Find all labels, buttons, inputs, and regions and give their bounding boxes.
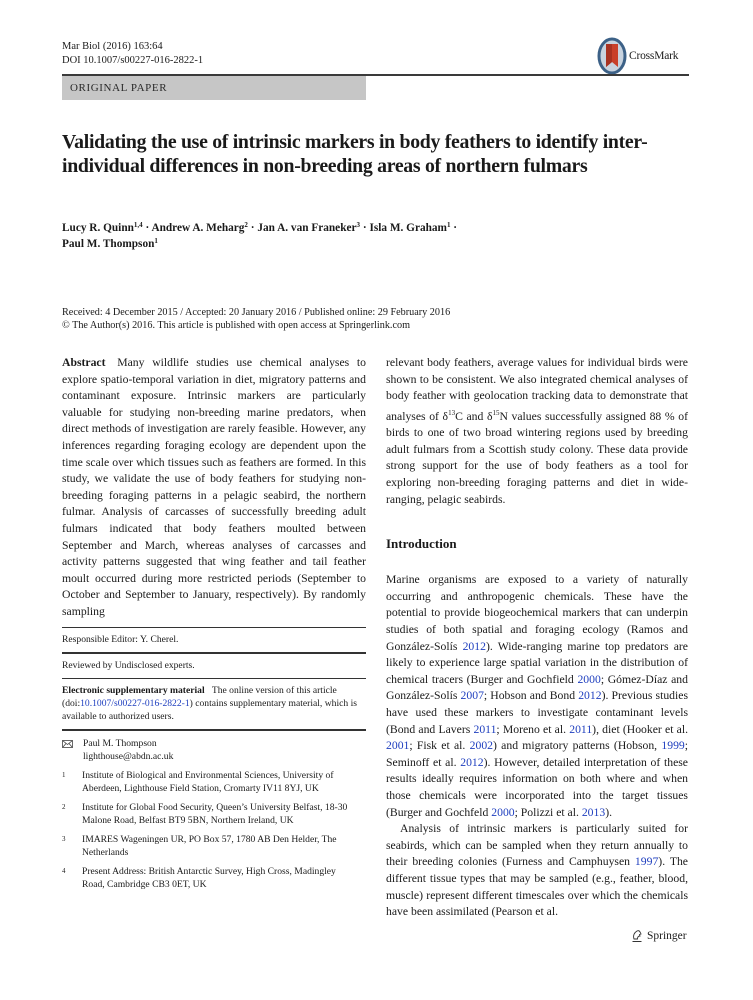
supplementary-material-note (62, 679, 366, 729)
citation-link[interactable]: 2013 (581, 805, 606, 819)
crossmark-icon (597, 36, 627, 76)
paragraph-text: ). The different tissue types that may be sampled (e.g., feather, blood, muscle) represent different timescales over which the chemicals have been assimilated (Pearson et al. (386, 855, 688, 919)
responsible-editor: Responsible Editor: Y. Cherel. (62, 634, 179, 645)
author-affiliation-marker: 2 (244, 221, 248, 229)
affiliation-item (62, 833, 366, 859)
paragraph-text: ). Previous studies have used these markers to investigate contaminant levels (Bond and Lavers (386, 689, 689, 736)
abstract-text: relevant body feathers, average values for individual birds were shown to be consistent. We also integrated chemical analyses of body feather with geolocation tracking data to demonstrate that analyses of δ (386, 356, 688, 423)
affiliation-item (62, 769, 366, 795)
esm-heading: Electronic supplementary material (62, 685, 205, 696)
author-name[interactable]: Andrew A. Meharg (151, 222, 245, 234)
crossmark-label: CrossMark (629, 50, 679, 62)
citation-link[interactable]: 2000 (577, 672, 601, 686)
corresponding-email[interactable]: lighthouse@abdn.ac.uk (83, 750, 174, 762)
citation-link[interactable]: 2007 (460, 689, 484, 703)
author-separator: · (450, 222, 458, 234)
publisher-logo (631, 929, 687, 943)
author-affiliation-marker: 1 (154, 237, 158, 245)
author-list (62, 220, 662, 252)
author-affiliation-marker: 3 (356, 221, 361, 229)
abstract-heading: Abstract (62, 356, 106, 369)
paragraph-text: ; Gómez-Díaz and González-Solís (386, 672, 688, 703)
affiliation-number: 4 (62, 866, 66, 875)
esm-doi-link[interactable]: 10.1007/s00227-016-2822-1 (80, 698, 190, 709)
citation-link[interactable]: 2011 (569, 722, 593, 736)
esm-text-end: ) contains supplementary material, which is available to authorized users. (62, 698, 357, 722)
publisher-name: Springer (647, 930, 687, 942)
affiliation-number: 1 (62, 770, 66, 779)
paragraph-text: ). Wide-ranging marine top predators are likely to experience large spatial variation in the distribution of chemical tracers (Burger and Gochfield (386, 639, 688, 686)
paragraph-text: ; Polizzi et al. (514, 805, 582, 819)
esm-text: The online version of this article (doi: (62, 685, 337, 709)
left-column (62, 355, 366, 891)
paragraph-text: ; Seminoff et al. (386, 739, 688, 769)
crossmark-badge[interactable] (597, 36, 678, 76)
author-affiliation-marker: 1 (446, 221, 451, 229)
citation-link[interactable]: 2001 (386, 739, 410, 753)
affiliation-text: IMARES Wageningen UR, PO Box 57, 1780 AB Den Helder, The Netherlands (82, 833, 337, 858)
paragraph-text: ; Hobson and Bond (483, 689, 579, 703)
author-affiliation-marker: 1,4 (133, 221, 143, 229)
citation-link[interactable]: 2012 (578, 689, 602, 703)
paragraph-text: Marine organisms are exposed to a variety of naturally occurring and anthropogenic chemicals. These have the potential to provide biogeochemical markers that can underpin studies of both spatial and foraging ecology (Ramos and González-Solís (386, 573, 688, 653)
journal-citation: Mar Biol (2016) 163:64 (62, 41, 163, 52)
envelope-icon (62, 740, 73, 748)
copyright-notice: © The Author(s) 2016. This article is published with open access at Springerlink.com (62, 320, 411, 331)
abstract-text: Many wildlife studies use chemical analyses to explore spatio-temporal variation in diet, migratory patterns and contaminant exposure. Intrinsic markers are particularly valuable for studying non-breeding marine predators, when direct methods of investigation are rarely feasible. However, any inferences regarding foraging ecology are dependent upon the time scale over which tissues such as feathers are formed. In this study, we validate the use of body feathers for studying non-breeding foraging patterns in a pelagic seabird, the northern fulmar. Analysis of carcasses of successfully breeding adult fulmars indicated that body feathers moulted between September and March, whereas analyses of carcasses and activity patterns suggested that wing feather and tail feather moult occurred during more restricted periods (September to October and September to January, respectively). By randomly sampling (62, 356, 367, 618)
paragraph-text: ) and migratory patterns (Hobson, (493, 739, 662, 753)
citation-link[interactable]: 2002 (469, 739, 493, 753)
right-column (386, 355, 688, 921)
abstract-text: C and δ (455, 409, 493, 423)
abstract-text: N values successfully assigned 88 % of birds to one of two broad wintering regions used by breeding adult fulmars from a Scottish study colony. These data provide strong support for the use of body feathers as a tool for exploring non-breeding foraging patterns and diet in wide-ranging, pelagic seabirds. (386, 409, 688, 506)
introduction-paragraph-2 (386, 821, 688, 921)
isotope-superscript: 15 (492, 408, 500, 417)
springer-knight-icon (631, 929, 643, 943)
corresponding-author (62, 731, 366, 763)
paragraph-text: Analysis of intrinsic markers is particularly suited for seabirds, which can be sampled when they return annually to their breeding colonies (Furness and Camphuysen (386, 822, 688, 869)
introduction-paragraph-1 (386, 572, 688, 821)
abstract-part-1 (62, 355, 366, 621)
introduction-heading: Introduction (386, 536, 457, 552)
citation-link[interactable]: 2012 (462, 639, 486, 653)
author-name[interactable]: Lucy R. Quinn (62, 222, 134, 234)
article-title: Validating the use of intrinsic markers in body feathers to identify inter-individual differences in non-breeding areas of northern fulmars (62, 131, 648, 177)
affiliation-text: Present Address: British Antarctic Survey, High Cross, Madingley Road, Cambridge CB3 0ET, UK (82, 865, 336, 890)
affiliation-text: Institute of Biological and Environmental Sciences, University of Aberdeen, Lighthouse Field Station, Cromarty IV11 8YJ, UK (82, 769, 334, 794)
paragraph-text: ). (605, 805, 613, 819)
isotope-superscript: 13 (448, 408, 456, 417)
history-dates: Received: 4 December 2015 / Accepted: 20 January 2016 / Published online: 29 February 2016 (62, 307, 451, 318)
affiliation-number: 2 (62, 802, 66, 811)
corresponding-name: Paul M. Thompson (83, 737, 157, 749)
citation-link[interactable]: 2012 (460, 755, 484, 769)
affiliation-number: 3 (62, 834, 66, 843)
abstract-part-2 (386, 355, 688, 508)
journal-info (62, 40, 203, 68)
paragraph-text: ; Fisk et al. (409, 739, 470, 753)
author-name[interactable]: Isla M. Graham (369, 222, 447, 234)
paragraph-text: ), diet (Hooker et al. (592, 722, 688, 736)
journal-doi[interactable]: DOI 10.1007/s00227-016-2822-1 (62, 55, 204, 66)
author-separator: · (360, 222, 370, 234)
publication-dates (62, 306, 450, 332)
citation-link[interactable]: 1999 (661, 739, 685, 753)
article-type-label: ORIGINAL PAPER (62, 76, 366, 100)
citation-link[interactable]: 2000 (491, 805, 515, 819)
affiliation-item (62, 865, 366, 891)
citation-link[interactable]: 1997 (634, 855, 659, 869)
author-separator: · (142, 222, 152, 234)
affiliation-item (62, 801, 366, 827)
affiliation-list (62, 769, 366, 891)
citation-link[interactable]: 2011 (473, 722, 497, 736)
paragraph-text: ; Moreno et al. (496, 722, 570, 736)
author-separator: · (247, 222, 258, 234)
reviewers-note: Reviewed by Undisclosed experts. (62, 659, 195, 671)
affiliation-text: Institute for Global Food Security, Queen’s University Belfast, 18-30 Malone Road, Belfast BT9 5BN, Northern Ireland, UK (82, 801, 348, 826)
paragraph-text: ). However, detailed interpretation of these results ideally requires information on both where and when those chemicals were incorporated into the target tissues (Burger and Gochfeld (386, 755, 688, 819)
author-name[interactable]: Paul M. Thompson (62, 238, 155, 250)
author-name[interactable]: Jan A. van Franeker (257, 222, 357, 234)
